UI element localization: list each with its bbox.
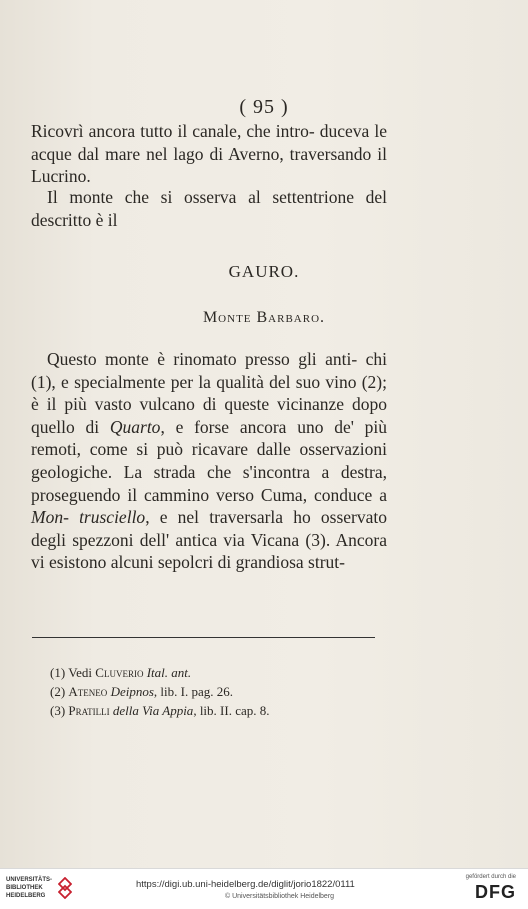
page-number: ( 95 ) [239,96,289,118]
copyright-notice: © Universitätsbibliothek Heidelberg [225,893,335,900]
paragraph-2-text: Il monte che si osserva al settentrione del descritto è il [31,187,387,230]
footnote-work: Deipnos [110,684,154,699]
permalink-url[interactable]: https://digi.ub.uni-heidelberg.de/diglit/jorio1822/0111 [136,879,355,890]
dfg-logo[interactable] [466,873,516,903]
funder-name: DFG [475,882,516,902]
footnote-marker: (1) [50,665,66,680]
paragraph-3-part-2: , e forse ancora uno de' più remoti, come si può ricavare dalle osservazioni geologiche. La strada che s'incontra a destra, proseguendo il cammino verso Cuma, conduce a [31,416,387,505]
footnote-author: Ateneo [68,684,108,699]
footnote-marker: (3) [50,703,66,718]
footnote-2 [50,682,269,701]
footnote-3 [50,701,269,720]
footnote-marker: (2) [50,684,66,699]
footnote-divider [32,637,375,638]
footnote-1 [50,663,269,682]
paragraph-3-part-3: , e nel traversarla ho osservato degli spezzoni dell' antica via Vicana (3). Ancora vi esistono alcuni sepolcri di grandiosa strut- [31,507,387,573]
footnote-author: Pratilli [68,703,110,718]
footnote-reference: , lib. II. cap. 8. [193,703,270,718]
footnote-author: Cluverio [95,665,144,680]
library-logo[interactable] [6,875,76,903]
library-name: UNIVERSITÄTS- BIBLIOTHEK HEIDELBERG [6,877,53,899]
funder-note: gefördert durch die [465,874,516,880]
footnote-reference: , lib. I. pag. 26. [153,684,233,699]
paragraph-3-italic-quarto: Quarto [109,416,161,437]
paragraph-3-text [31,348,387,574]
paragraph-3-part-1: Questo monte è rinomato presso gli anti- chi (1), e specialmente per la qualità del suo vino (2); è il più vasto vulcano di queste vicinanze dopo quello di [31,349,387,437]
section-heading: GAURO. [228,262,300,281]
footnote-work: della Via Appia [112,703,194,718]
footnote-prefix: Vedi [68,665,93,680]
library-logo-icon [58,877,72,899]
section-subheading: Monte Barbaro. [202,309,326,326]
paragraph-1-text: Ricovrì ancora tutto il canale, che intro- duceva le acque dal mare nel lago di Averno, traversando il Lucrino. [31,121,387,186]
footnotes [50,663,269,720]
paragraph-2 [31,186,387,231]
viewer-footer [0,868,528,909]
paragraph-1 [31,120,387,188]
paragraph-3 [31,348,387,574]
footnote-work: Ital. ant. [146,665,192,680]
paragraph-3-italic-montrusciello: Mon- trusciello [31,507,146,528]
